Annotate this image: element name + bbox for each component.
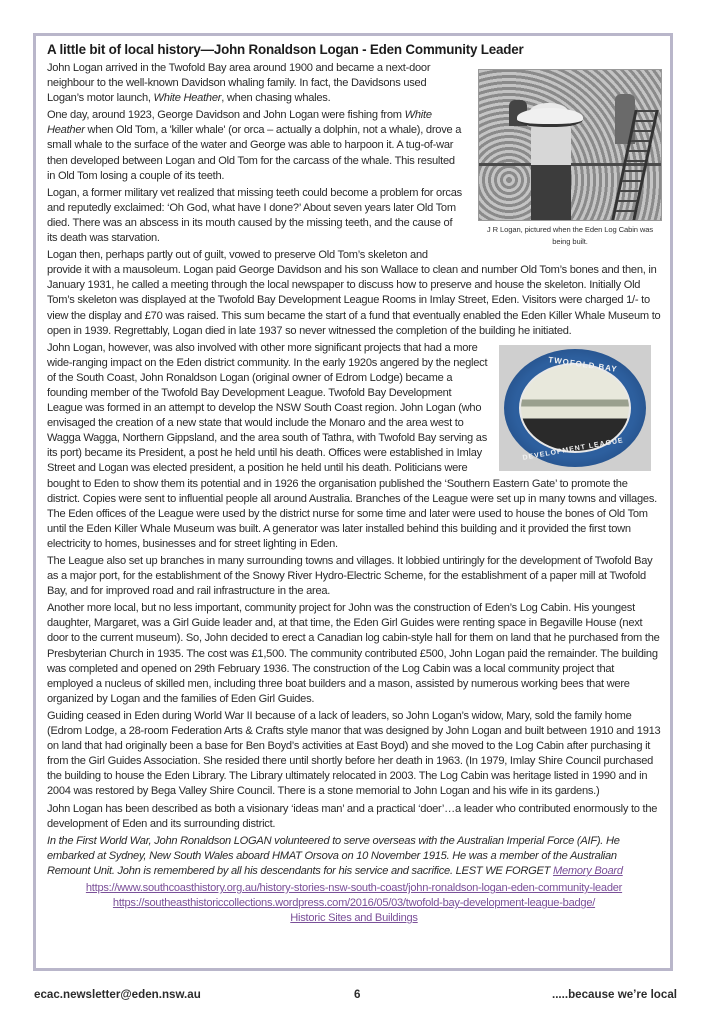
article-title: A little bit of local history—John Ronaldson Logan - Eden Community Leader <box>47 42 524 57</box>
paragraph-5: John Logan, however, was also involved with other more significant projects that had a more wide-ranging impact on the Eden district community. In the early 1920s angered by the neglect of the South Coast, John Ronaldson Logan (original owner of Edrom Lodge) became a founding member of the Twofold Bay Development League. Twofold Bay Development League was formed in an attempt to develop the NSW South Coast region. John Logan (who envisaged the creation of a new state that would include the Monaro and the area west to Wagga Wagga, Northern Gippsland, and the area south of Tathra, with Twofold Bay serving as its port) became its President, a post he held until his death. Offices were established in Imlay Street and Logan was elected president, a position he held until his death. Politicians were bought to Eden to show them its potential and in 1926 the organisation published the ‘Southern Eastern Gate’ to promote the district. Copies were sent to influential people all around Australia. Branches of the League were set up in many towns and villages. The Eden offices of the League were used by the district nurse for some time and later were used to house the bones of Old Tom until the Eden Killer Whale Museum was built. A generator was later installed behind this building and it provided the first town electricity to homes, businesses and for street lighting in Eden. <box>47 341 657 550</box>
footer-tagline: .....because we’re local <box>551 988 677 1001</box>
badge-circle <box>504 349 646 467</box>
article-frame <box>33 33 673 971</box>
article-content <box>47 41 661 926</box>
page-number: 6 <box>354 988 361 1001</box>
logan-photo <box>478 69 662 221</box>
badge-top-text: TWOFOLD BAY <box>547 354 619 374</box>
paragraph-7: Another more local, but no less important, community project for John was the construction of Eden’s Log Cabin. His youngest daughter, Margaret, was a Girl Guide leader and, at that time, the Eden Girl Guides were renting space in Begaville House (next door to the current museum). So, John decided to erect a Canadian log cabin-style hall for them on land that he purchased from the Presbyterian Church in 1935. The cost was £1,500. The community contributed £500, John Logan paid the remainder. The building was completed and opened on 29th February 1936. The construction of the Log Cabin was a local community project that employed a nucleus of skilled men, including three boat builders and a mason, assisted by numerous working bees that were organized by Logan and the families of Eden Girl Guides. <box>47 602 660 705</box>
memorial-paragraph: In the First World War, John Ronaldson LOGAN volunteered to serve overseas with the Australian Imperial Force (AIF). He embarked at Sydney, New South Wales aboard HMAT Orsova on 10 November 1915. He was a member of the Australian Remount Unit. John is remembered by all his descendants for his service and sacrifice. LEST WE FORGET Memory Board <box>47 834 623 877</box>
southeasthistoric-link[interactable]: https://southeasthistoriccollections.wordpress.com/2016/05/03/twofold-bay-development-league-badge/ <box>112 897 596 910</box>
badge-image <box>499 345 651 471</box>
photo-figure <box>477 69 663 248</box>
paragraph-4: Logan then, perhaps partly out of guilt, vowed to preserve Old Tom’s skeleton and provide it with a mausoleum. Logan paid George Davidson and his son Wallace to clean and number Old Tom’s bones and then, in January 1931, he called a meeting through the local newspaper to discuss how to preserve and house the skeleton. Initially Old Tom’s skeleton was displayed at the Twofold Bay Development League Rooms in Imlay Street, Eden. Visitors were charged 1/- to view the display and £70 was raised. This sum became the start of a fund that eventually enabled the Eden Killer Whale Museum to open in 1939. Regrettably, Logan died in late 1937 so never witnessed the completion of the building he initiated. <box>47 249 661 337</box>
southcoasthistory-link[interactable]: https://www.southcoasthistory.org.au/history-stories-nsw-south-coast/john-ronaldson-logan-eden-community-leader <box>85 881 623 894</box>
photo-hat <box>517 108 583 127</box>
reference-links <box>47 881 661 926</box>
memory-board-link[interactable]: Memory Board <box>552 864 623 877</box>
paragraph-8: Guiding ceased in Eden during World War II because of a lack of leaders, so John Logan’s widow, Mary, sold the family home (Edrom Lodge, a 28-room Federation Arts & Crafts style manor that was designed by John Logan and built between 1910 and 1913 on land that had originally been a base for Ben Boyd’s activities at East Boyd) and she moved to the Log Cabin after purchasing it from the Girl Guides Association. She resided there until shortly before her death in 1963. (In 1979, Imlay Shire Council purchased the building to house the Eden Library. The Library ultimately relocated in 2003. The Log Cabin was heritage listed in 1990 and in 2004 was restored by Bega Valley Shire Council. There is a stone memorial to John Logan and his wife in its gardens.) <box>47 709 661 798</box>
paragraph-3: Logan, a former military vet realized that missing teeth could become a problem for orcas and reputedly exclaimed: ‘Oh God, what have I done?’ About seven years later Old Tom died. There was an abscess in its mouth caused by the missing teeth, and the cause of its death was starvation. <box>47 186 462 245</box>
badge-figure <box>499 345 657 471</box>
paragraph-9: John Logan has been described as both a visionary ‘ideas man’ and a practical ‘doer’…a leader who contributed enormously to the development of Eden and its surrounding district. <box>47 802 658 830</box>
badge-bottom-text: DEVELOPMENT LEAGUE <box>522 436 625 462</box>
historic-sites-link[interactable]: Historic Sites and Buildings <box>290 912 418 925</box>
footer-email: ecac.newsletter@eden.nsw.au <box>34 988 201 1001</box>
photo-main-figure <box>531 120 571 220</box>
photo-caption: J R Logan, pictured when the Eden Log Cabin was being built. <box>486 225 654 246</box>
paragraph-1: John Logan arrived in the Twofold Bay area around 1900 and became a next-door neighbour to the well-known Davidson whaling family. In fact, the Davidsons used Logan’s motor launch, White Heather, when chasing whales. <box>47 62 431 105</box>
paragraph-6: The League also set up branches in many surrounding towns and villages. It lobbied untiringly for the development of Twofold Bay as a major port, for the establishment of the Snowy River Hydro-Electric Scheme, for the establishment of a paper mill at Twofold Bay, and for improved road and rail infrastructure in the area. <box>47 555 653 598</box>
paragraph-2: One day, around 1923, George Davidson and John Logan were fishing from White Heather when Old Tom, a 'killer whale' (or orca – actually a dolphin, not a whale), drove a small whale to the surface of the water and George was able to harpoon it. A tug-of-war then developed between Logan and Old Tom for the carcass of the whale. This resulted in Old Tom losing a couple of its teeth. <box>47 109 462 182</box>
